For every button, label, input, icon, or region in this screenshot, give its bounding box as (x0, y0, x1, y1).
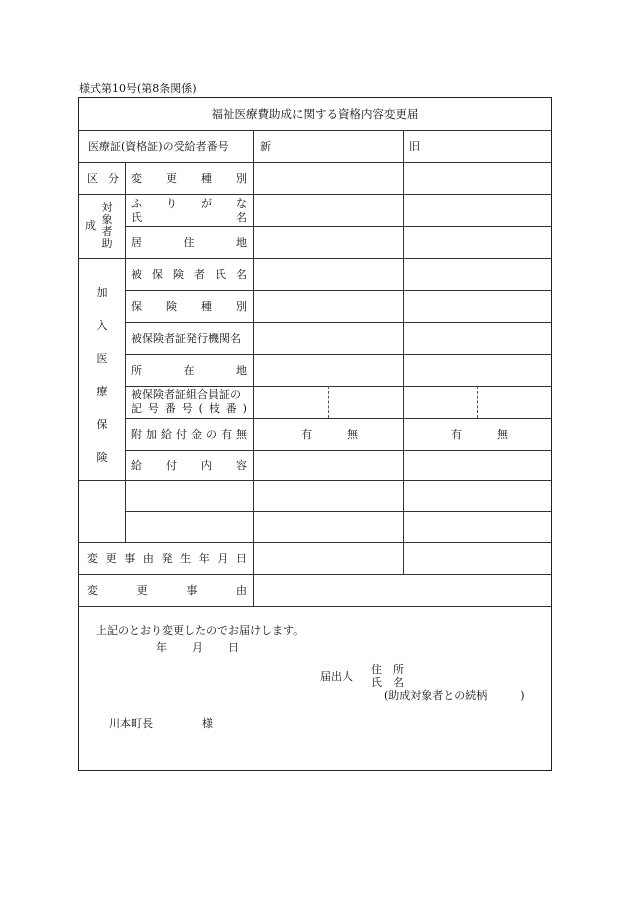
rule-address (79, 258, 551, 259)
rule-kubun (79, 194, 551, 195)
additional-benefit-label: 附 加 給 付 金 の 有 無 (131, 428, 247, 441)
cert-number-label: 医療証(資格証)の受給者番号 (88, 140, 229, 153)
col-label-divider (253, 130, 254, 606)
benefit-content-label: 給 付 内 容 (131, 459, 247, 472)
furigana-label: ふ り が な (131, 197, 247, 210)
date-day: 日 (228, 641, 239, 654)
recipient-label: 川本町長 (109, 717, 153, 730)
form-sheet (78, 97, 552, 771)
rule-additional (125, 450, 551, 451)
symbol-dash-old (477, 386, 478, 418)
kubun-label: 区 分 (87, 172, 119, 185)
new-column-label: 新 (260, 140, 271, 153)
symbol-dash-new (328, 386, 329, 418)
new-yes-option[interactable]: 有 (301, 428, 312, 441)
insurance-type-label: 保 険 種 別 (131, 300, 247, 313)
change-date-label: 変 更 事 由 発 生 年 月 日 (87, 552, 247, 565)
date-year: 年 (156, 641, 167, 654)
rule-title (79, 130, 551, 131)
rule-benefit (79, 480, 551, 481)
applicant-name-label: 氏 名 (371, 676, 404, 689)
change-reason-label: 変 更 事 由 (87, 584, 247, 597)
col-group-divider (125, 162, 126, 542)
address-label: 居 住 地 (131, 236, 247, 249)
declaration-statement: 上記のとおり変更したのでお届けします。 (96, 624, 305, 637)
rule-issuer (125, 354, 551, 355)
rule-blank (125, 511, 551, 512)
rule-location (125, 386, 551, 387)
name-label: 氏 名 (131, 211, 247, 224)
insurance-group-label: 加 入 医 療 保 険 (96, 286, 108, 464)
old-yes-option[interactable]: 有 (451, 428, 462, 441)
rule-symbol-number (125, 418, 551, 419)
subject-group-label: 対 象 者 助 (101, 201, 113, 250)
rule-insurance-type (125, 322, 551, 323)
col-new-old-divider (403, 130, 404, 574)
date-month: 月 (192, 641, 203, 654)
location-label: 所 在 地 (131, 364, 247, 377)
new-no-option[interactable]: 無 (347, 428, 358, 441)
form-number-label: 様式第10号(第8条関係) (79, 82, 197, 95)
symbol-number-label-line2: 記 号 番 号 ( 枝 番 ) (131, 402, 247, 415)
rule-blank-end (79, 542, 551, 543)
rule-cert (79, 162, 551, 163)
applicant-label: 届出人 (320, 670, 353, 683)
subject-group-label-left: 成 (85, 219, 96, 232)
relationship-label: (助成対象者との続柄 ) (384, 689, 525, 702)
old-no-option[interactable]: 無 (497, 428, 508, 441)
applicant-address-label: 住 所 (371, 663, 404, 676)
rule-name (125, 226, 551, 227)
honorific-label: 様 (202, 717, 213, 730)
issuer-name-label: 被保険者証発行機関名 (131, 332, 241, 345)
rule-insured-name (125, 290, 551, 291)
insured-name-label: 被 保 険 者 氏 名 (131, 268, 247, 281)
rule-change-reason (79, 606, 551, 607)
symbol-number-label-line1: 被保険者証組合員証の (131, 388, 241, 401)
old-column-label: 旧 (409, 140, 420, 153)
change-type-label: 変 更 種 別 (131, 172, 247, 185)
form-title: 福祉医療費助成に関する資格内容変更届 (211, 107, 419, 121)
rule-change-date (79, 574, 551, 575)
